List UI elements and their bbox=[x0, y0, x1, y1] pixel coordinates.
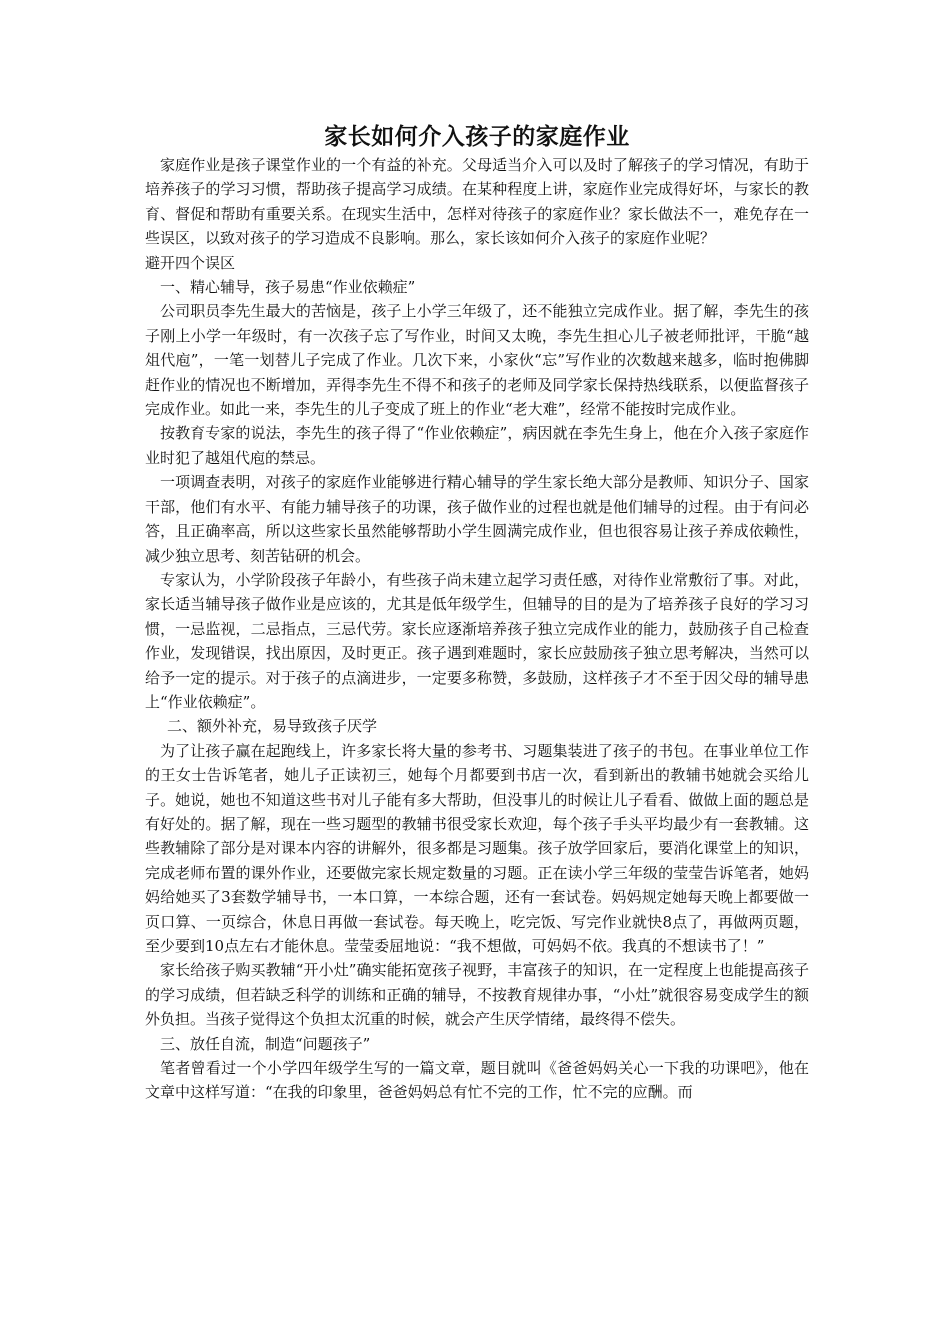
paragraph-1-2: 按教育专家的说法，李先生的孩子得了“作业依赖症”，病因就在李先生身上，他在介入孩子家庭作业时犯了越俎代庖的禁忌。 bbox=[145, 424, 809, 467]
paragraph-1-1: 公司职员李先生最大的苦恼是，孩子上小学三年级了，还不能独立完成作业。据了解，李先生的孩子刚上小学一年级时，有一次孩子忘了写作业，时间又太晚，李先生担心儿子被老师批评，干脆“越俎代庖”，一笔一划替儿子完成了作业。几次下来，小家伙“忘”写作业的次数越来越多，临时抱佛脚赶作业的情况也不断增加，弄得李先生不得不和孩子的老师及同学家长保持热线联系，以便监督孩子完成作业。如此一来，李先生的儿子变成了班上的作业“老大难”，经常不能按时完成作业。 bbox=[145, 302, 809, 419]
paragraph-2-2: 家长给孩子购买教辅“开小灶”确实能拓宽孩子视野，丰富孩子的知识，在一定程度上也能提高孩子的学习成绩，但若缺乏科学的训练和正确的辅导，不按教育规律办事，“小灶”就很容易变成学生的额外负担。当孩子觉得这个负担太沉重的时候，就会产生厌学情绪，最终得不偿失。 bbox=[145, 961, 809, 1029]
paragraph-3-1: 笔者曾看过一个小学四年级学生写的一篇文章，题目就叫《爸爸妈妈关心一下我的功课吧》，他在文章中这样写道：“在我的印象里，爸爸妈妈总有忙不完的工作，忙不完的应酬。而 bbox=[145, 1059, 809, 1102]
subheading-2: 二、额外补充，易导致孩子厌学 bbox=[167, 717, 378, 736]
paragraph-2-1: 为了让孩子赢在起跑线上，许多家长将大量的参考书、习题集装进了孩子的书包。在事业单位工作的王女士告诉笔者，她儿子正读初三，她每个月都要到书店一次，看到新出的教辅书她就会买给儿子。她说，她也不知道这些书对儿子能有多大帮助，但没事儿的时候让儿子看看、做做上面的题总是有好处的。据了解，现在一些习题型的教辅书很受家长欢迎，每个孩子手头平均最少有一套教辅。这些教辅除了部分是对课本内容的讲解外，很多都是习题集。孩子放学回家后，要消化课堂上的知识，完成老师布置的课外作业，还要做完家长规定数量的习题。正在读小学三年级的莹莹告诉笔者，她妈妈给她买了3套数学辅导书，一本口算，一本综合题，还有一套试卷。妈妈规定她每天晚上都要做一页口算、一页综合，休息日再做一套试卷。每天晚上，吃完饭、写完作业就快8点了，再做两页题，至少要到10点左右才能休息。莹莹委屈地说：“我不想做，可妈妈不依。我真的不想读书了！” bbox=[145, 741, 809, 955]
paragraph-1-4: 专家认为，小学阶段孩子年龄小，有些孩子尚未建立起学习责任感，对待作业常敷衍了事。对此，家长适当辅导孩子做作业是应该的，尤其是低年级学生，但辅导的目的是为了培养孩子良好的学习习惯，一忌监视，二忌指点，三忌代劳。家长应逐渐培养孩子独立完成作业的能力，鼓励孩子自己检查作业，发现错误，找出原因，及时更正。孩子遇到难题时，家长应鼓励孩子独立思考解决，当然可以给予一定的提示。对于孩子的点滴进步，一定要多称赞，多鼓励，这样孩子才不至于因父母的辅导患上“作业依赖症”。 bbox=[145, 570, 809, 711]
document-page bbox=[145, 118, 809, 1105]
subheading-3: 三、放任自流，制造“问题孩子” bbox=[160, 1034, 371, 1053]
paragraph-1-3: 一项调查表明，对孩子的家庭作业能够进行精心辅导的学生家长绝大部分是教师、知识分子、国家干部，他们有水平、有能力辅导孩子的功课，孩子做作业的过程也就是他们辅导的过程。由于有问必答，且正确率高，所以这些家长虽然能够帮助小学生圆满完成作业，但也很容易让孩子养成依赖性，减少独立思考、刻苦钻研的机会。 bbox=[145, 473, 809, 565]
section-heading: 避开四个误区 bbox=[145, 253, 236, 272]
document-title: 家长如何介入孩子的家庭作业 bbox=[324, 123, 630, 150]
intro-paragraph: 家庭作业是孩子课堂作业的一个有益的补充。父母适当介入可以及时了解孩子的学习情况，有助于培养孩子的学习习惯，帮助孩子提高学习成绩。在某种程度上讲，家庭作业完成得好坏，与家长的教育、督促和帮助有重要关系。在现实生活中，怎样对待孩子的家庭作业？家长做法不一，难免存在一些误区，以致对孩子的学习造成不良影响。那么，家长该如何介入孩子的家庭作业呢？ bbox=[145, 156, 809, 248]
subheading-1: 一、精心辅导，孩子易患“作业依赖症” bbox=[160, 278, 416, 297]
